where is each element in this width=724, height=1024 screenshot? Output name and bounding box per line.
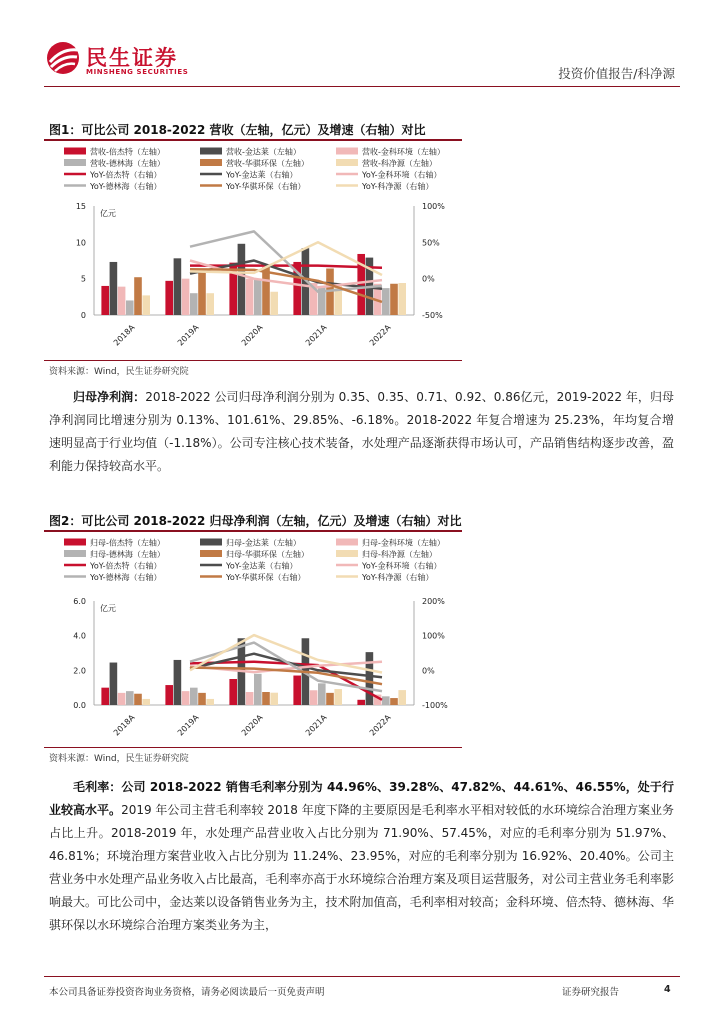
bar-3-4 (382, 696, 390, 705)
y2-tick-label: 0% (422, 666, 435, 676)
y-axis-unit-label: 亿元 (100, 209, 116, 218)
bar-2-2 (246, 692, 254, 705)
bar-5-3 (334, 689, 342, 705)
legend-label: 归母-德林海（左轴） (90, 550, 165, 559)
figure1-title-rule (44, 139, 462, 141)
y-tick-label: 10 (75, 238, 86, 248)
page-number: 4 (664, 984, 671, 995)
y2-tick-label: 200% (422, 597, 445, 606)
y-tick-label: 0 (80, 311, 86, 320)
legend-label: YoY-华骐环保（右轴） (226, 182, 306, 191)
legend-swatch (64, 550, 86, 557)
paragraph-gross-margin (49, 776, 674, 937)
legend-swatch (200, 539, 222, 546)
legend-swatch (336, 539, 358, 546)
bar-4-1 (198, 272, 206, 315)
paragraph-net-profit-lead: 归母净利润： (73, 390, 146, 404)
y-tick-label: 4.0 (73, 631, 86, 641)
bar-3-0 (126, 300, 134, 315)
report-category: 投资价值报告/科净源 (558, 66, 675, 81)
bar-0-3 (293, 676, 301, 705)
bar-1-1 (174, 258, 182, 315)
legend-label: 归母-金科环境（左轴） (362, 538, 445, 548)
bar-3-2 (254, 279, 262, 315)
legend-label: 归母-金达莱（左轴） (226, 538, 301, 548)
bar-3-1 (190, 688, 198, 705)
bar-2-0 (118, 287, 126, 315)
bar-4-1 (198, 693, 206, 705)
y-tick-label: 0.0 (73, 701, 86, 710)
bar-3-0 (126, 691, 134, 705)
bar-5-4 (398, 283, 406, 315)
figure2-chart (44, 534, 462, 744)
figure2-title-rule (44, 530, 462, 532)
bar-1-1 (174, 660, 182, 705)
bar-5-0 (142, 699, 150, 705)
y2-tick-label: -50% (422, 311, 443, 320)
legend-swatch (64, 539, 86, 546)
bar-0-1 (165, 685, 173, 705)
figure1-source: 资料来源：Wind，民生证券研究院 (49, 367, 189, 377)
figure2-source: 资料来源：Wind，民生证券研究院 (49, 754, 189, 764)
legend-swatch (336, 148, 358, 155)
footer-disclaimer: 本公司具备证券投资咨询业务资格，请务必阅读最后一页免责声明 (49, 987, 325, 998)
legend-swatch (200, 159, 222, 166)
legend-label: 营收-金达莱（左轴） (226, 147, 301, 157)
bar-3-4 (382, 288, 390, 315)
bar-5-2 (270, 292, 278, 315)
legend-label: 营收-金科环境（左轴） (362, 147, 445, 157)
bar-1-4 (366, 652, 374, 705)
legend-label: 归母-倍杰特（左轴） (90, 538, 165, 548)
bar-3-2 (254, 674, 262, 705)
legend-label: YoY-倍杰特（右轴） (90, 170, 162, 180)
paragraph-net-profit (49, 386, 674, 478)
bar-5-4 (398, 690, 406, 705)
bar-2-0 (118, 693, 126, 705)
legend-label: 归母-科净源（左轴） (362, 550, 437, 559)
bar-1-0 (110, 663, 118, 705)
bar-4-4 (390, 698, 398, 705)
bar-2-3 (310, 690, 318, 705)
legend-label: YoY-科净源（右轴） (362, 182, 434, 191)
y-axis-unit-label: 亿元 (100, 604, 116, 613)
x-tick-label: 2019A (175, 322, 201, 348)
bar-2-2 (246, 279, 254, 315)
bar-5-1 (206, 699, 214, 705)
bar-4-3 (326, 693, 334, 705)
paragraph-gross-margin-lead: 毛利率：公司 2018-2022 销售毛利率分别为 44.96%、39.28%、47.82%、44.61%、46.55%，处于行业较高水平。 (49, 780, 674, 817)
bar-4-4 (390, 284, 398, 315)
yoy-line-1 (190, 654, 382, 678)
legend-label: YoY-德林海（右轴） (90, 573, 162, 582)
header-divider (44, 86, 680, 87)
legend-swatch (200, 148, 222, 155)
figure1-chart (44, 143, 462, 358)
bar-5-1 (206, 293, 214, 315)
minsheng-logo-icon (44, 40, 82, 76)
footer-report-type: 证券研究报告 (562, 987, 620, 998)
legend-label: 归母-华骐环保（左轴） (226, 550, 309, 559)
legend-swatch (336, 159, 358, 166)
bar-4-0 (134, 694, 142, 705)
x-tick-label: 2018A (111, 322, 137, 348)
y-tick-label: 5 (80, 274, 86, 284)
x-tick-label: 2018A (111, 712, 137, 738)
paragraph-net-profit-text: 2018-2022 公司归母净利润分别为 0.35、0.35、0.71、0.92、0.86亿元，2019-2022 年，归母净利润同比增速分别为 0.13%、101.61%、29.85%、-6.18%。2018-2022 年复合增速为 25.23%，年均复合增速明显高于行业均值（-1.18%）。公司专注核心技术装备，水处理产品逐渐获得市场认可，产品销售结构逐步改善，盈利能力保持较高水平。 (49, 390, 674, 473)
bar-5-0 (142, 295, 150, 315)
x-tick-label: 2021A (303, 322, 329, 348)
legend-label: 营收-德林海（左轴） (90, 159, 165, 168)
legend-label: YoY-金达莱（右轴） (226, 561, 298, 571)
legend-swatch (64, 148, 86, 155)
bar-3-1 (190, 293, 198, 315)
legend-label: YoY-金科环境（右轴） (362, 170, 442, 180)
logo-text-en: MINSHENG SECURITIES (86, 68, 189, 76)
legend-label: YoY-德林海（右轴） (90, 182, 162, 191)
bar-0-1 (165, 281, 173, 315)
bar-0-4 (357, 700, 365, 705)
bar-0-2 (229, 679, 237, 705)
bar-5-2 (270, 693, 278, 705)
legend-label: YoY-金科环境（右轴） (362, 561, 442, 571)
legend-label: YoY-科净源（右轴） (362, 573, 434, 582)
y2-tick-label: -100% (422, 701, 448, 710)
legend-swatch (336, 550, 358, 557)
legend-swatch (200, 550, 222, 557)
figure2-title: 图2：可比公司 2018-2022 归母净利润（左轴，亿元）及增速（右轴）对比 (49, 514, 462, 528)
bar-2-1 (182, 279, 190, 315)
x-tick-label: 2022A (367, 712, 393, 738)
legend-swatch (64, 159, 86, 166)
y-tick-label: 6.0 (73, 597, 86, 606)
footer-divider (44, 976, 680, 977)
bar-4-0 (134, 277, 142, 315)
y-tick-label: 15 (75, 202, 86, 211)
paragraph-gross-margin-text: 2019 年公司主营毛利率较 2018 年度下降的主要原因是毛利率水平相对较低的水环境综合治理方案业务占比上升。2018-2019 年，水处理产品营业收入占比分别为 71.90%、57.45%，对应的毛利率分别为 51.97%、46.81%；环境治理方案营业收入占比分别为 11.24%、23.95%，对应的毛利率分别为 16.92%、20.40%。公司主营业务中水处理产品业务收入占比最高，毛利率亦高于水环境综合治理方案及项目运营服务，对公司主营业务毛利率影响最大。可比公司中，金达莱以设备销售业务为主，技术附加值高，毛利率相对较高；金科环境、倍杰特、德林海、华骐环保以水环境综合治理方案类业务为主， (49, 803, 674, 932)
x-tick-label: 2021A (303, 712, 329, 738)
figure2-source-rule (44, 747, 462, 748)
x-tick-label: 2019A (175, 712, 201, 738)
bar-0-0 (101, 286, 109, 315)
legend-label: YoY-金达莱（右轴） (226, 170, 298, 180)
legend-label: 营收-倍杰特（左轴） (90, 147, 165, 157)
bar-3-3 (318, 683, 326, 705)
x-tick-label: 2022A (367, 322, 393, 348)
y2-tick-label: 100% (422, 631, 445, 641)
figure1-source-rule (44, 360, 462, 361)
bar-0-0 (101, 688, 109, 705)
legend-label: YoY-华骐环保（右轴） (226, 573, 306, 582)
bar-4-2 (262, 267, 270, 315)
legend-label: 营收-华骐环保（左轴） (226, 159, 309, 168)
figure1-title: 图1：可比公司 2018-2022 营收（左轴，亿元）及增速（右轴）对比 (49, 123, 426, 137)
logo-text-cn: 民生证券 (86, 46, 178, 70)
bar-2-1 (182, 691, 190, 705)
y2-tick-label: 100% (422, 202, 445, 211)
bar-1-2 (238, 244, 246, 315)
legend-label: 营收-科净源（左轴） (362, 159, 437, 168)
bar-4-2 (262, 692, 270, 705)
legend-label: YoY-倍杰特（右轴） (90, 561, 162, 571)
x-tick-label: 2020A (239, 712, 265, 738)
y2-tick-label: 50% (422, 238, 440, 248)
x-tick-label: 2020A (239, 322, 265, 348)
y-tick-label: 2.0 (73, 666, 86, 676)
bar-1-0 (110, 262, 118, 315)
y2-tick-label: 0% (422, 274, 435, 284)
